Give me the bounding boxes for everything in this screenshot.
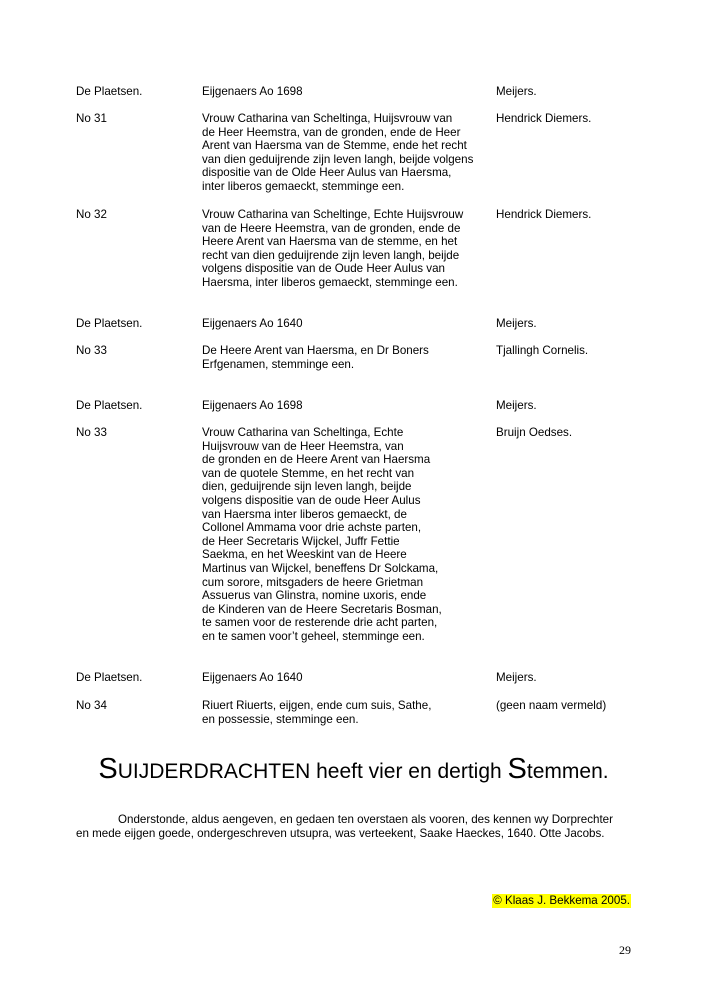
owners-text [202, 317, 492, 331]
text-line: Erfgenamen, stemminge een. [202, 357, 355, 371]
section-heading [0, 754, 707, 787]
place-label: De Plaetsen. [76, 317, 143, 330]
meijers-label: Meijers. [496, 317, 537, 330]
heading-initial: S [98, 753, 118, 785]
text-line: Eijgenaers Ao 1698 [202, 399, 303, 412]
place-label: No 33 [76, 344, 107, 357]
text-line: cum sorore, mitsgaders de heere Grietman [202, 575, 424, 589]
meijers-label: Meijers. [496, 85, 537, 98]
meijers-label: Meijers. [496, 671, 537, 684]
text-line: Assuerus van Glinstra, nomine uxoris, ende [202, 589, 427, 603]
text-line: van dien geduijrende zijn leven langh, beijde volgens [202, 152, 474, 166]
copyright-notice: © Klaas J. Bekkema 2005. [493, 894, 630, 907]
place-label: De Plaetsen. [76, 85, 143, 98]
owners-text [202, 208, 492, 290]
text-line: van Haersma inter liberos gemaeckt, de [202, 507, 407, 521]
text-line: en te samen voor’t geheel, stemminge een. [202, 629, 425, 643]
text-line: Arent van Haersma van de Stemme, ende het recht [202, 139, 467, 153]
text-line: Riuert Riuerts, eijgen, ende cum suis, Sathe, [202, 699, 432, 712]
owners-text [202, 699, 492, 726]
text-line: van de Heere Heemstra, van de gronden, ende de [202, 221, 461, 235]
text-line: Saekma, en het Weeskint van de Heere [202, 548, 407, 562]
text-line: de Heer Secretaris Wijckel, Juffr Fettie [202, 534, 400, 548]
meijers-label: (geen naam vermeld) [496, 699, 607, 712]
text-line: Vrouw Catharina van Scheltinga, Huijsvrouw van [202, 112, 453, 125]
text-line: Eijgenaers Ao 1640 [202, 317, 303, 330]
text-line: de Kinderen van de Heere Secretaris Bosman, [202, 602, 442, 616]
text-line: te samen voor de resterende drie acht parten, [202, 616, 438, 630]
text-line: Huijsvrouw van de Heer Heemstra, van [202, 439, 404, 453]
text-line: inter liberos gemaeckt, stemminge een. [202, 179, 405, 193]
text-line: Vrouw Catharina van Scheltinge, Echte Huijsvrouw [202, 208, 464, 221]
meijers-label: Hendrick Diemers. [496, 208, 592, 221]
owners-text [202, 112, 492, 194]
text-line: De Heere Arent van Haersma, en Dr Boners [202, 344, 429, 357]
place-label: No 31 [76, 112, 107, 125]
text-line: Eijgenaers Ao 1640 [202, 671, 303, 684]
owners-text [202, 426, 492, 644]
text-line: dien, geduijrende sijn leven langh, beijde [202, 480, 412, 494]
text-line: en possessie, stemminge een. [202, 712, 359, 726]
place-label: No 33 [76, 426, 107, 439]
place-label: No 34 [76, 699, 107, 712]
meijers-label: Tjallingh Cornelis. [496, 344, 589, 357]
paragraph-line: en mede eijgen goede, ondergeschreven utsupra, was verteekent, Saake Haeckes, 1640. Otte Jacobs. [76, 827, 605, 841]
text-line: Heere Arent van Haersma van de stemme, en het [202, 235, 458, 249]
meijers-label: Meijers. [496, 399, 537, 412]
owners-text [202, 85, 492, 99]
text-line: Vrouw Catharina van Scheltinga, Echte [202, 426, 404, 439]
heading-text: temmen. [526, 760, 609, 783]
heading-text: UIJDERDRACHTEN heeft vier en dertigh [117, 760, 508, 783]
text-line: Collonel Ammama voor drie achste parten, [202, 521, 422, 535]
text-line: volgens dispositie van de oude Heer Aulus [202, 493, 421, 507]
text-line: Martinus van Wijckel, beneffens Dr Solckama, [202, 561, 439, 575]
owners-text [202, 671, 492, 685]
text-line: dispositie van de Olde Heer Aulus van Haersma, [202, 166, 452, 180]
text-line: de gronden en de Heere Arent van Haersma [202, 453, 431, 467]
owners-text [202, 399, 492, 413]
place-label: No 32 [76, 208, 107, 221]
heading-initial: S [507, 753, 527, 785]
text-line: van de quotele Stemme, en het recht van [202, 466, 415, 480]
owners-text [202, 344, 492, 371]
text-line: Haersma, inter liberos gemaeckt, stemminge een. [202, 275, 458, 289]
page-number: 29 [619, 943, 631, 957]
text-line: de Heer Heemstra, van de gronden, ende de Heer [202, 125, 461, 139]
place-label: De Plaetsen. [76, 399, 143, 412]
closing-paragraph [76, 813, 636, 842]
text-line: recht van dien geduijrende zijn leven langh, beijde [202, 248, 460, 262]
meijers-label: Hendrick Diemers. [496, 112, 592, 125]
text-line: Eijgenaers Ao 1698 [202, 85, 303, 98]
text-line: volgens dispositie van de Oude Heer Aulus van [202, 262, 445, 276]
meijers-label: Bruijn Oedses. [496, 426, 573, 439]
place-label: De Plaetsen. [76, 671, 143, 684]
paragraph-line: Onderstonde, aldus aengeven, en gedaen ten overstaen als vooren, des kennen wy Dorprechter [118, 813, 613, 826]
